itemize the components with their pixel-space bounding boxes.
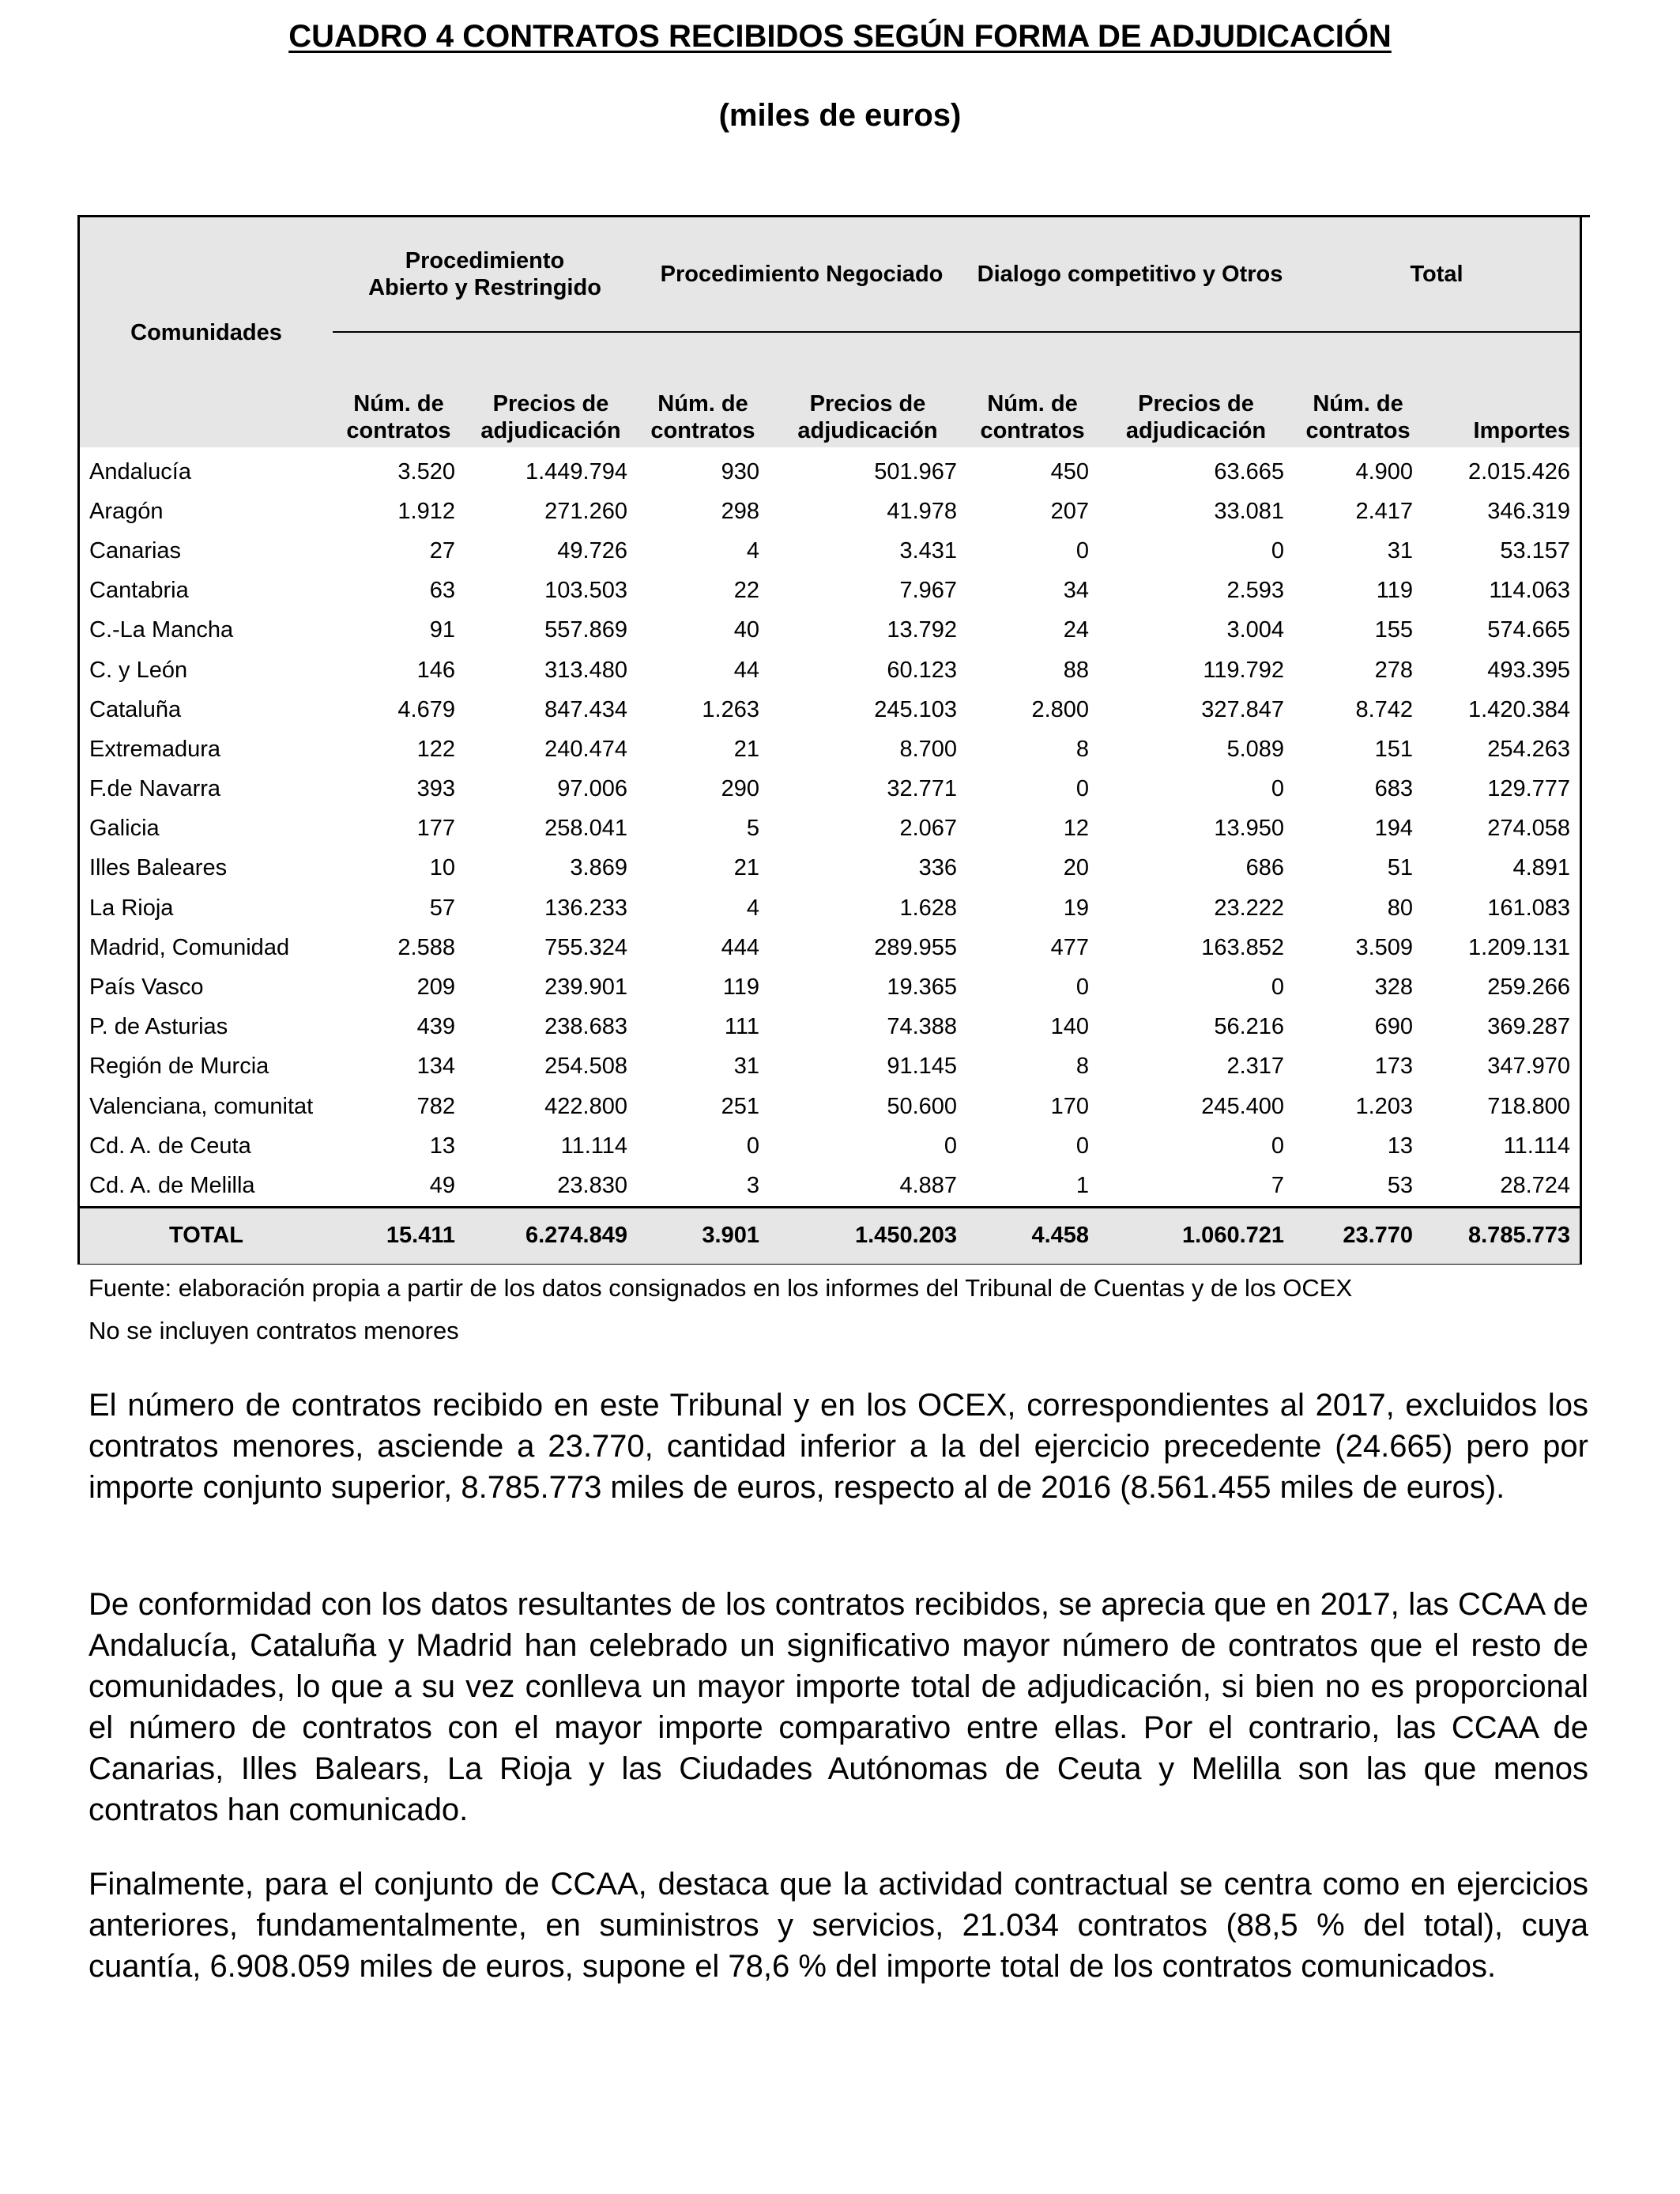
- table-cell: 1.912: [397, 498, 455, 524]
- table-cell: 2.593: [1226, 578, 1285, 604]
- community-name: Cd. A. de Melilla: [89, 1172, 255, 1198]
- table-row: [80, 650, 1580, 690]
- table-cell: 245.103: [874, 696, 958, 722]
- subheader-num-contratos: Núm. de contratos: [333, 332, 465, 447]
- table-cell: 4: [746, 537, 759, 564]
- table-cell: 163.852: [1201, 934, 1285, 960]
- table-cell: 91.145: [887, 1054, 958, 1080]
- table-cell: 53.157: [1500, 537, 1571, 564]
- table-cell: 574.665: [1487, 617, 1571, 643]
- community-name: F.de Navarra: [89, 776, 221, 802]
- table-cell: 847.434: [544, 696, 627, 722]
- table-cell: 11.114: [560, 1133, 627, 1159]
- table-row: [80, 492, 1580, 531]
- table-cell: 477: [1050, 934, 1090, 960]
- table-row: [80, 888, 1580, 928]
- table-cell: 31: [733, 1054, 759, 1080]
- community-name: Cataluña: [89, 696, 182, 722]
- group-header-total: Total: [1294, 217, 1580, 332]
- table-cell: 254.508: [544, 1054, 627, 1080]
- table-cell: 2.015.426: [1468, 458, 1571, 484]
- contracts-table: [80, 217, 1580, 1264]
- table-cell: 21: [733, 736, 759, 762]
- table-cell: 57: [429, 895, 455, 921]
- table-row: [80, 809, 1580, 849]
- table-cell: 346.319: [1487, 498, 1571, 524]
- group-header-dialogo: Dialogo competitivo y Otros: [966, 217, 1294, 332]
- subheader-num-contratos: Núm. de contratos: [966, 332, 1098, 447]
- table-cell: 422.800: [544, 1093, 627, 1119]
- table-cell: 170: [1050, 1093, 1090, 1119]
- table-cell: 493.395: [1487, 657, 1571, 683]
- table-cell: 327.847: [1201, 696, 1285, 722]
- table-cell: 24: [1063, 617, 1090, 643]
- total-cell: 3.901: [637, 1207, 769, 1264]
- table-cell: 251: [721, 1093, 759, 1119]
- table-cell: 19: [1063, 895, 1090, 921]
- table-cell: 21: [733, 855, 759, 881]
- table-cell: 7.967: [899, 578, 958, 604]
- total-cell: 15.411: [333, 1207, 465, 1264]
- paragraph-2: De conformidad con los datos resultantes de los contratos recibidos, se aprecia que en 2017, las CCAA de Andalucía, Cataluña y Madrid han celebrado un significativo mayor número de contratos que el resto de comunidades, lo que a su vez conlleva un mayor importe total de adjudicación, si bien no es proporcional el número de contratos con el mayor importe comparativo entre ellas. Por el contrario, las CCAA de Canarias, Illes Balears, La Rioja y las Ciudades Autónomas de Ceuta y Melilla son las que menos contratos han comunicado.: [89, 1587, 1588, 1827]
- table-cell: 10: [429, 855, 455, 881]
- table-cell: 0: [1271, 1133, 1285, 1159]
- table-cell: 8: [1075, 736, 1090, 762]
- community-name: Aragón: [89, 498, 164, 524]
- table-cell: 207: [1050, 498, 1090, 524]
- community-name: Illes Baleares: [89, 855, 228, 881]
- table-cell: 4.679: [397, 696, 455, 722]
- table-cell: 119.792: [1203, 657, 1285, 683]
- table-body: [80, 447, 1580, 1207]
- table-cell: 686: [1245, 855, 1285, 881]
- table-cell: 930: [721, 458, 759, 484]
- subheader-precios: Precios de adjudicación: [465, 332, 637, 447]
- table-cell: 134: [416, 1054, 455, 1080]
- table-cell: 2.800: [1031, 696, 1090, 722]
- page-subtitle: (miles de euros): [718, 98, 962, 133]
- table-cell: 122: [416, 736, 455, 762]
- total-cell: 8.785.773: [1422, 1207, 1580, 1264]
- community-name: Madrid, Comunidad: [89, 934, 290, 960]
- table-cell: 41.978: [887, 498, 958, 524]
- table-cell: 13.950: [1214, 816, 1285, 842]
- table-cell: 173: [1374, 1054, 1414, 1080]
- table-cell: 5: [746, 816, 759, 842]
- source-note: Fuente: elaboración propia a partir de los datos consignados en los informes del Tribunal de Cuentas y de los OCEX: [89, 1274, 1353, 1302]
- table-cell: 683: [1374, 776, 1414, 802]
- table-cell: 161.083: [1487, 895, 1571, 921]
- table-cell: 50.600: [887, 1093, 958, 1119]
- table-cell: 254.263: [1487, 736, 1571, 762]
- table-cell: 298: [721, 498, 759, 524]
- paragraph-3: Finalmente, para el conjunto de CCAA, destaca que la actividad contractual se centra como en ejercicios anteriores, fundamentalmente, en suministros y servicios, 21.034 contratos (88,5 % del total), cuya cuantía, 6.908.059 miles de euros, supone el 78,6 % del importe total de los contratos comunicados.: [89, 1867, 1588, 1984]
- community-name: País Vasco: [89, 974, 204, 1001]
- table-cell: 27: [429, 537, 455, 564]
- table-row: [80, 928, 1580, 967]
- table-cell: 11.114: [1503, 1133, 1571, 1159]
- table-cell: 278: [1374, 657, 1414, 683]
- community-name: Galicia: [89, 816, 160, 842]
- table-cell: 2.588: [397, 934, 455, 960]
- table-cell: 501.967: [874, 458, 958, 484]
- table-cell: 313.480: [544, 657, 627, 683]
- table-row: [80, 1008, 1580, 1047]
- table-cell: 0: [1075, 776, 1090, 802]
- table-cell: 114.063: [1489, 578, 1571, 604]
- subheader-precios: Precios de adjudicación: [1098, 332, 1294, 447]
- table-cell: 209: [416, 974, 455, 1001]
- table-cell: 12: [1063, 816, 1090, 842]
- table-cell: 347.970: [1487, 1054, 1571, 1080]
- group-header-abierto: Procedimiento Abierto y Restringido: [333, 217, 637, 332]
- table-cell: 40: [733, 617, 759, 643]
- table-cell: 0: [1075, 537, 1090, 564]
- community-name: La Rioja: [89, 895, 174, 921]
- community-name: C. y León: [89, 657, 188, 683]
- table-cell: 13: [429, 1133, 455, 1159]
- subheader-num-contratos: Núm. de contratos: [637, 332, 769, 447]
- table-cell: 3.520: [397, 458, 455, 484]
- table-cell: 32.771: [887, 776, 958, 802]
- table-cell: 393: [416, 776, 455, 802]
- page-title: CUADRO 4 CONTRATOS RECIBIDOS SEGÚN FORMA DE ADJUDICACIÓN: [288, 19, 1392, 54]
- table-cell: 289.955: [874, 934, 958, 960]
- table-cell: 129.777: [1487, 776, 1571, 802]
- table-cell: 140: [1050, 1014, 1090, 1040]
- table-cell: 328: [1374, 974, 1414, 1001]
- table-cell: 4.887: [899, 1172, 958, 1198]
- table-cell: 8: [1075, 1054, 1090, 1080]
- table-cell: 146: [416, 657, 455, 683]
- table-cell: 60.123: [887, 657, 958, 683]
- total-cell: 1.450.203: [769, 1207, 966, 1264]
- table-cell: 369.287: [1487, 1014, 1571, 1040]
- table-row: [80, 571, 1580, 611]
- table-row: [80, 849, 1580, 888]
- table-cell: 63.665: [1214, 458, 1285, 484]
- table-cell: 23.222: [1214, 895, 1285, 921]
- table-cell: 3.869: [570, 855, 627, 881]
- table-cell: 274.058: [1487, 816, 1571, 842]
- table-cell: 91: [429, 617, 455, 643]
- table-cell: 1.449.794: [525, 458, 627, 484]
- table-cell: 755.324: [544, 934, 627, 960]
- table-cell: 97.006: [557, 776, 627, 802]
- table-cell: 63: [429, 578, 455, 604]
- total-cell: 4.458: [966, 1207, 1098, 1264]
- table-cell: 22: [733, 578, 759, 604]
- table-cell: 5.089: [1226, 736, 1285, 762]
- table-cell: 19.365: [887, 974, 958, 1001]
- table-cell: 2.417: [1355, 498, 1414, 524]
- table-cell: 8.700: [899, 736, 958, 762]
- community-name: P. de Asturias: [89, 1014, 228, 1040]
- table-cell: 74.388: [887, 1014, 958, 1040]
- table-cell: 1: [1075, 1172, 1090, 1198]
- table-row: [80, 1126, 1580, 1166]
- table-cell: 0: [1271, 776, 1285, 802]
- table-row: [80, 967, 1580, 1007]
- table-cell: 690: [1374, 1014, 1414, 1040]
- table-cell: 439: [416, 1014, 455, 1040]
- table-cell: 1.628: [899, 895, 958, 921]
- table-row: [80, 1087, 1580, 1126]
- table-cell: 0: [1271, 974, 1285, 1001]
- table-cell: 49.726: [557, 537, 627, 564]
- total-cell: 23.770: [1294, 1207, 1422, 1264]
- community-name: Extremadura: [89, 736, 221, 762]
- table-cell: 1.203: [1355, 1093, 1414, 1119]
- table-cell: 80: [1387, 895, 1414, 921]
- table-row: [80, 1047, 1580, 1087]
- table-cell: 290: [721, 776, 759, 802]
- table-row: [80, 729, 1580, 769]
- table-cell: 13.792: [887, 617, 958, 643]
- table-row: [80, 1166, 1580, 1207]
- table-cell: 51: [1387, 855, 1414, 881]
- table-cell: 20: [1063, 855, 1090, 881]
- community-name: Región de Murcia: [89, 1054, 269, 1080]
- table-cell: 336: [918, 855, 958, 881]
- subheader-precios: Precios de adjudicación: [769, 332, 966, 447]
- table-cell: 136.233: [544, 895, 627, 921]
- table-cell: 4.900: [1355, 458, 1414, 484]
- table-cell: 103.503: [544, 578, 627, 604]
- table-cell: 151: [1374, 736, 1414, 762]
- group-header-negociado: Procedimiento Negociado: [637, 217, 966, 332]
- table-cell: 7: [1271, 1172, 1285, 1198]
- subheader-importes: Importes: [1422, 332, 1580, 447]
- total-cell: 1.060.721: [1098, 1207, 1294, 1264]
- table-cell: 3.431: [899, 537, 958, 564]
- table-cell: 1.263: [702, 696, 759, 722]
- table-cell: 0: [944, 1133, 958, 1159]
- paragraph-1: El número de contratos recibido en este Tribunal y en los OCEX, correspondientes al 2017, excluidos los contratos menores, asciende a 23.770, cantidad inferior a la del ejercicio precedente (24.665) pero por importe conjunto superior, 8.785.773 miles de euros, respecto al de 2016 (8.561.455 miles de euros).: [89, 1388, 1588, 1505]
- table-cell: 0: [746, 1133, 759, 1159]
- table-cell: 557.869: [544, 617, 627, 643]
- table-cell: 49: [429, 1172, 455, 1198]
- table-cell: 0: [1271, 537, 1285, 564]
- table-cell: 1.209.131: [1468, 934, 1571, 960]
- table-cell: 53: [1387, 1172, 1414, 1198]
- table-cell: 88: [1063, 657, 1090, 683]
- table-cell: 8.742: [1355, 696, 1414, 722]
- table-cell: 2.067: [899, 816, 958, 842]
- table-cell: 44: [733, 657, 759, 683]
- community-name: Andalucía: [89, 458, 191, 484]
- table-cell: 119: [722, 974, 759, 1001]
- table-cell: 450: [1050, 458, 1090, 484]
- table-row: [80, 611, 1580, 650]
- exclusion-note: No se incluyen contratos menores: [89, 1317, 459, 1344]
- table-cell: 155: [1374, 617, 1414, 643]
- table-cell: 34: [1063, 578, 1090, 604]
- community-name: Canarias: [89, 537, 182, 564]
- table-cell: 2.317: [1226, 1054, 1285, 1080]
- community-name: Cantabria: [89, 578, 189, 604]
- community-name: Valenciana, comunitat: [89, 1093, 314, 1119]
- table-cell: 23.830: [557, 1172, 627, 1198]
- table-row: [80, 447, 1580, 492]
- table-row: [80, 690, 1580, 729]
- table-cell: 3: [746, 1172, 759, 1198]
- table-row: [80, 770, 1580, 809]
- table-cell: 238.683: [544, 1014, 627, 1040]
- total-row: [80, 1207, 1580, 1264]
- table-cell: 1.420.384: [1468, 696, 1571, 722]
- table-cell: 3.509: [1355, 934, 1414, 960]
- table-cell: 240.474: [544, 736, 627, 762]
- table-cell: 119: [1376, 578, 1414, 604]
- table-cell: 239.901: [544, 974, 627, 1001]
- table-cell: 13: [1387, 1133, 1414, 1159]
- table-cell: 28.724: [1500, 1172, 1571, 1198]
- table-cell: 4.891: [1512, 855, 1571, 881]
- table-cell: 444: [721, 934, 759, 960]
- table-cell: 0: [1075, 1133, 1090, 1159]
- table-cell: 0: [1075, 974, 1090, 1001]
- table-cell: 33.081: [1214, 498, 1285, 524]
- total-label: TOTAL: [80, 1207, 333, 1264]
- table-cell: 4: [746, 895, 759, 921]
- community-name: C.-La Mancha: [89, 617, 234, 643]
- table-cell: 718.800: [1487, 1093, 1571, 1119]
- table-cell: 782: [416, 1093, 455, 1119]
- subheader-num-contratos: Núm. de contratos: [1294, 332, 1422, 447]
- table-row: [80, 531, 1580, 571]
- table-cell: 258.041: [544, 816, 627, 842]
- table-cell: 31: [1387, 537, 1414, 564]
- table-cell: 259.266: [1487, 974, 1571, 1001]
- table-cell: 111: [724, 1014, 759, 1040]
- contracts-table-container: [77, 215, 1582, 1265]
- table-cell: 3.004: [1226, 617, 1285, 643]
- column-header-comunidades: Comunidades: [80, 217, 333, 447]
- community-name: Cd. A. de Ceuta: [89, 1133, 251, 1159]
- table-cell: 56.216: [1214, 1014, 1285, 1040]
- table-cell: 271.260: [544, 498, 627, 524]
- total-cell: 6.274.849: [465, 1207, 637, 1264]
- table-cell: 194: [1374, 816, 1414, 842]
- table-cell: 245.400: [1201, 1093, 1285, 1119]
- table-cell: 177: [416, 816, 455, 842]
